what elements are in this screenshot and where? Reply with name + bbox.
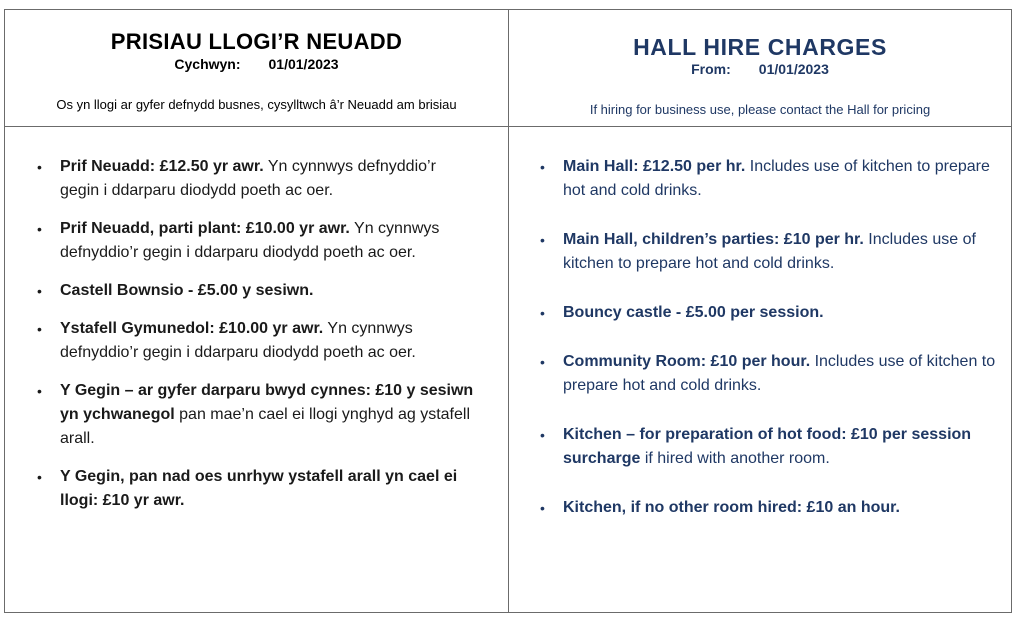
item-bold: Prif Neuadd, parti plant: £10.00 yr awr.	[60, 220, 350, 237]
item-text: Includes use of kitchen to prepare hot and cold drinks.	[563, 231, 976, 272]
list-item	[37, 217, 477, 265]
item-bold: Y Gegin – ar gyfer darparu bwyd cynnes: £10 y sesiwn yn ychwanegol	[60, 382, 474, 423]
list-item	[37, 465, 477, 513]
bullet-icon: •	[37, 159, 42, 175]
welsh-title: PRISIAU LLOGI’R NEUADD	[110, 29, 403, 54]
item-bold: Y Gegin, pan nad oes unrhyw ystafell arall yn cael ei llogi: £10 yr awr.	[60, 468, 458, 509]
english-title: HALL HIRE CHARGES	[633, 34, 887, 60]
list-item	[540, 155, 1005, 203]
item-text: Yn cynnwys defnyddio’r gegin i ddarparu diodydd poeth ac oer.	[60, 320, 416, 361]
list-item	[37, 379, 477, 451]
list-item	[540, 301, 1005, 325]
welsh-header	[5, 10, 508, 126]
bullet-icon: •	[540, 159, 545, 175]
item-text: if hired with another room.	[640, 450, 830, 467]
bullet-icon: •	[540, 354, 545, 370]
item-bold: Prif Neuadd: £12.50 yr awr.	[60, 158, 264, 175]
item-bold: Community Room: £10 per hour.	[563, 353, 811, 370]
item-bold: Ystafell Gymunedol: £10.00 yr awr.	[60, 320, 324, 337]
item-text: Yn cynnwys defnyddio’r gegin i ddarparu diodydd poeth ac oer.	[60, 220, 440, 261]
item-bold: Bouncy castle - £5.00 per session.	[563, 304, 824, 321]
bullet-icon: •	[37, 283, 42, 299]
item-text: pan mae’n cael ei llogi ynghyd ag ystafell arall.	[60, 406, 470, 447]
bullet-icon: •	[37, 221, 42, 237]
bullet-icon: •	[37, 383, 42, 399]
english-from-label: From:	[691, 61, 731, 77]
bullet-icon: •	[540, 305, 545, 321]
english-start-date	[509, 60, 1011, 78]
welsh-price-list	[37, 155, 477, 527]
welsh-start-date	[5, 55, 508, 73]
bullet-icon: •	[540, 427, 545, 443]
item-text: Includes use of kitchen to prepare hot and cold drinks.	[563, 353, 996, 394]
welsh-business-note: Os yn llogi ar gyfer defnydd busnes, cysylltwch â’r Neuadd am brisiau	[56, 97, 457, 112]
list-item	[540, 496, 1005, 520]
list-item	[37, 279, 477, 303]
item-bold: Castell Bownsio - £5.00 y sesiwn.	[60, 282, 314, 299]
item-bold: Kitchen – for preparation of hot food: £10 per session surcharge	[563, 426, 972, 467]
header-divider	[5, 126, 1011, 127]
english-header	[509, 10, 1011, 126]
english-price-list	[540, 155, 1005, 545]
item-bold: Main Hall, children’s parties: £10 per hr.	[563, 231, 864, 248]
item-bold: Kitchen, if no other room hired: £10 an hour.	[563, 499, 900, 516]
item-bold: Main Hall: £12.50 per hr.	[563, 158, 746, 175]
bullet-icon: •	[37, 469, 42, 485]
item-text: Includes use of kitchen to prepare hot and cold drinks.	[563, 158, 990, 199]
list-item	[540, 423, 1005, 471]
english-date: 01/01/2023	[758, 61, 829, 77]
list-item	[37, 155, 477, 203]
bullet-icon: •	[540, 232, 545, 248]
item-text: Yn cynnwys defnyddio’r gegin i ddarparu diodydd poeth ac oer.	[60, 158, 436, 199]
english-business-note: If hiring for business use, please contact the Hall for pricing	[589, 102, 931, 117]
bullet-icon: •	[37, 321, 42, 337]
bullet-icon: •	[540, 500, 545, 516]
welsh-date: 01/01/2023	[268, 56, 339, 72]
list-item	[540, 350, 1005, 398]
list-item	[540, 228, 1005, 276]
welsh-from-label: Cychwyn:	[174, 56, 241, 72]
list-item	[37, 317, 477, 365]
